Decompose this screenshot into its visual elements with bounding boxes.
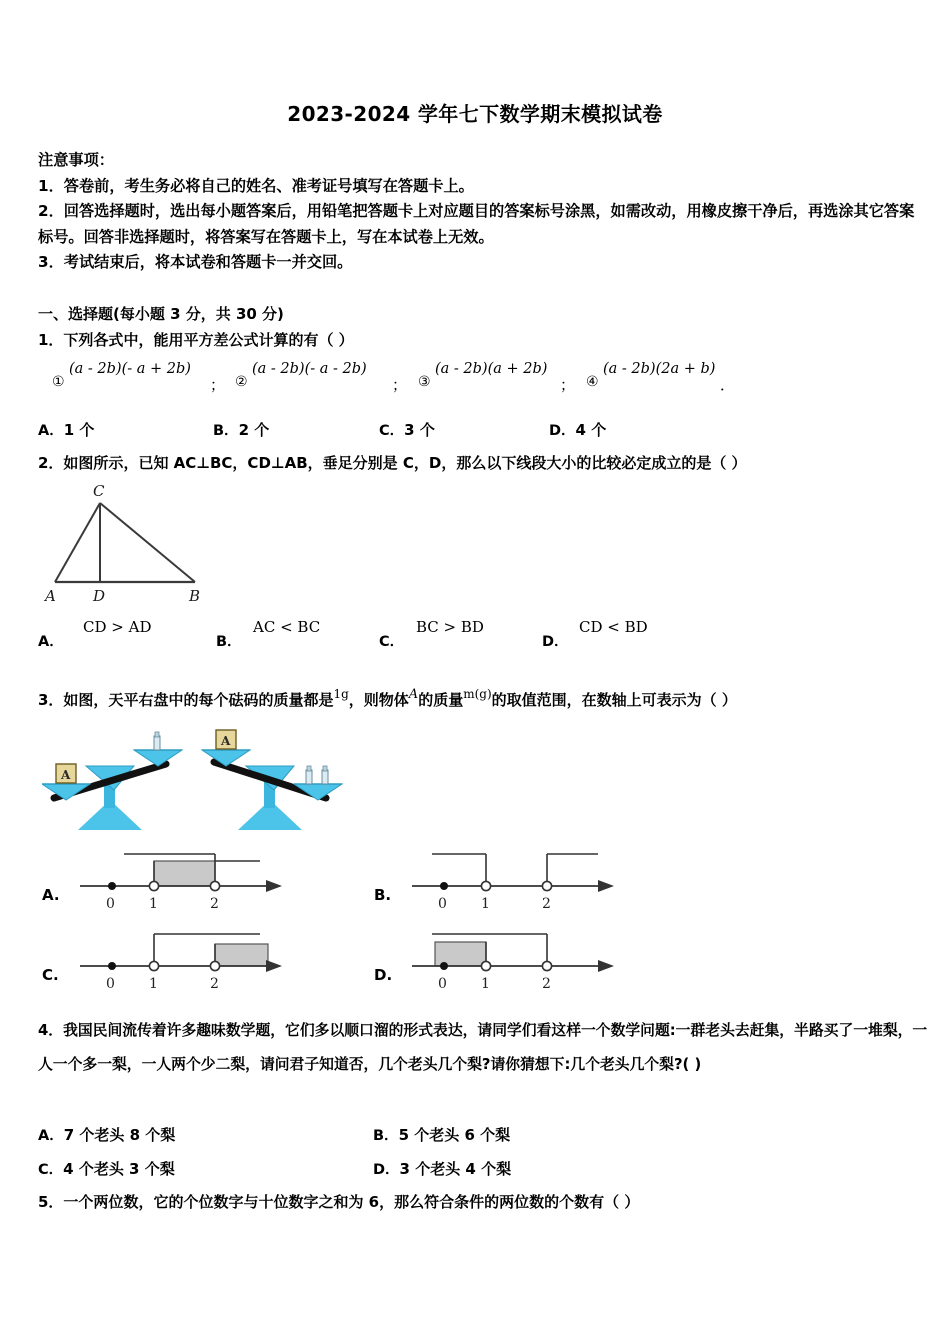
notice-heading: 注意事项： [38, 151, 114, 169]
expr-formula-3: (a - 2b)(a + 2b) [435, 361, 548, 377]
tick-label-c-1: 1 [149, 976, 158, 992]
balance-scales-svg [42, 728, 352, 840]
question-3-part-1: 3．如图，天平右盘中的每个砝码的质量都是 [38, 691, 334, 709]
tick-label-a-0: 0 [106, 896, 115, 912]
notice-item-2: 2．回答选择题时，选出每小题答案后，用铅笔把答题卡上对应题目的答案标号涂黑，如需改动，用橡皮擦干净后，再选涂其它答案标号。回答非选择题时，将答案写在答题卡上，写在本试卷上无效。 [38, 202, 915, 246]
question-1-options [38, 419, 922, 441]
option-3-a-letter: A. [42, 886, 60, 904]
expr-sep-3: ； [560, 376, 576, 394]
option-2-a-text[interactable]: CD > AD [83, 618, 152, 636]
notice-item-1: 1．答卷前，考生务必将自己的姓名、准考证号填写在答题卡上。 [38, 176, 474, 195]
expr-sep-4: ． [720, 376, 736, 394]
expr-mark-1: ① [52, 374, 65, 390]
tick-label-a-1: 1 [149, 896, 158, 912]
expr-sep-1: ； [210, 376, 226, 394]
tick-label-c-0: 0 [106, 976, 115, 992]
number-line-c-svg [70, 928, 330, 1006]
option-2-b-letter[interactable]: B． [216, 634, 242, 650]
triangle-label-b: B [189, 587, 201, 604]
expr-mark-3: ③ [418, 374, 431, 390]
question-2-text: 2．如图所示，已知 AC⊥BC，CD⊥AB，垂足分别是 C，D，那么以下线段大小的比较必定成立的是（ ） [38, 454, 747, 472]
tick-label-b-2: 2 [542, 896, 551, 912]
balance-scale-right [202, 730, 342, 830]
option-4-c[interactable]: C．4 个老头 3 个梨 [38, 1160, 175, 1178]
section-heading: 一、选择题(每小题 3 分，共 30 分) [38, 305, 284, 323]
notice-item-3: 3．考试结束后，将本试卷和答题卡一并交回。 [38, 253, 353, 271]
expr-formula-2: (a - 2b)(- a - 2b) [252, 361, 367, 377]
question-3-math-mg: m(g) [463, 687, 492, 701]
option-3-d-letter: D. [374, 966, 393, 984]
question-2-options [38, 618, 922, 648]
expr-sep-2: ； [392, 376, 408, 394]
triangle-svg [33, 482, 253, 604]
option-2-c-letter[interactable]: C． [379, 634, 405, 650]
question-3-option-d[interactable] [372, 928, 672, 1006]
option-2-d-letter[interactable]: D． [542, 634, 569, 650]
question-3-option-c[interactable] [40, 928, 340, 1006]
option-1-b[interactable]: B．2 个 [213, 421, 270, 439]
number-line-a-svg [70, 848, 330, 926]
option-3-c-letter: C. [42, 966, 59, 984]
option-2-d-text[interactable]: CD < BD [579, 618, 648, 636]
page-title: 2023-2024 学年七下数学期末模拟试卷 [287, 102, 663, 126]
tick-label-b-1: 1 [481, 896, 490, 912]
question-3-option-a[interactable] [40, 848, 340, 926]
balance-scale-left [42, 732, 182, 830]
option-1-d[interactable]: D．4 个 [549, 421, 607, 439]
option-2-c-text[interactable]: BC > BD [416, 618, 484, 636]
tick-label-c-2: 2 [210, 976, 219, 992]
option-3-b-letter: B. [374, 886, 392, 904]
triangle-label-a: A [45, 587, 56, 604]
question-3-part-3: 的质量 [418, 691, 464, 709]
notice-block [38, 148, 922, 276]
expr-formula-4: (a - 2b)(2a + b) [603, 361, 716, 377]
tick-label-a-2: 2 [210, 896, 219, 912]
balance-box-label-left: A [61, 768, 71, 782]
option-4-d[interactable]: D．3 个老头 4 个梨 [373, 1160, 512, 1178]
question-3-math-1g: 1g [333, 687, 349, 701]
option-2-a-letter[interactable]: A． [38, 634, 64, 650]
question-3-part-2: ，则物体 [348, 691, 409, 709]
expr-mark-4: ④ [586, 374, 599, 390]
triangle-label-d: D [93, 587, 106, 604]
option-1-c[interactable]: C．3 个 [379, 421, 435, 439]
tick-label-d-0: 0 [438, 976, 447, 992]
question-4-text: 4．我国民间流传着许多趣味数学题，它们多以顺口溜的形式表达，请同学们看这样一个数学问题:一群老头去赶集，半路买了一堆梨，一人一个多一梨，一人两个少二梨，请问君子知道否，几个老头几个梨?请你猜想下:几个老头几个梨?( ) [38, 1022, 928, 1073]
option-1-a[interactable]: A．1 个 [38, 421, 95, 439]
triangle-label-c: C [93, 482, 105, 500]
question-3-text [38, 688, 922, 714]
question-4-options-row-1 [38, 1124, 922, 1146]
expr-mark-2: ② [235, 374, 248, 390]
question-3-option-b[interactable] [372, 848, 672, 926]
balance-scales-figure [42, 728, 352, 840]
number-line-b-svg [402, 848, 662, 926]
tick-label-d-1: 1 [481, 976, 490, 992]
balance-box-label-right: A [221, 734, 231, 748]
option-2-b-text[interactable]: AC < BC [253, 618, 321, 636]
tick-label-b-0: 0 [438, 896, 447, 912]
question-3-part-4: 的取值范围，在数轴上可表示为（ ） [491, 691, 737, 709]
question-1-text: 1．下列各式中，能用平方差公式计算的有（ ） [38, 331, 354, 349]
triangle-figure [33, 482, 253, 604]
question-3-math-a: A [408, 687, 419, 702]
option-4-b[interactable]: B．5 个老头 6 个梨 [373, 1126, 511, 1144]
option-4-a[interactable]: A．7 个老头 8 个梨 [38, 1126, 176, 1144]
expr-formula-1: (a - 2b)(- a + 2b) [69, 361, 191, 377]
number-line-d-svg [402, 928, 662, 1006]
question-5-text: 5．一个两位数，它的个位数字与十位数字之和为 6，那么符合条件的两位数的个数有（ ） [38, 1193, 640, 1211]
question-4-options-row-2 [38, 1158, 922, 1180]
tick-label-d-2: 2 [542, 976, 551, 992]
